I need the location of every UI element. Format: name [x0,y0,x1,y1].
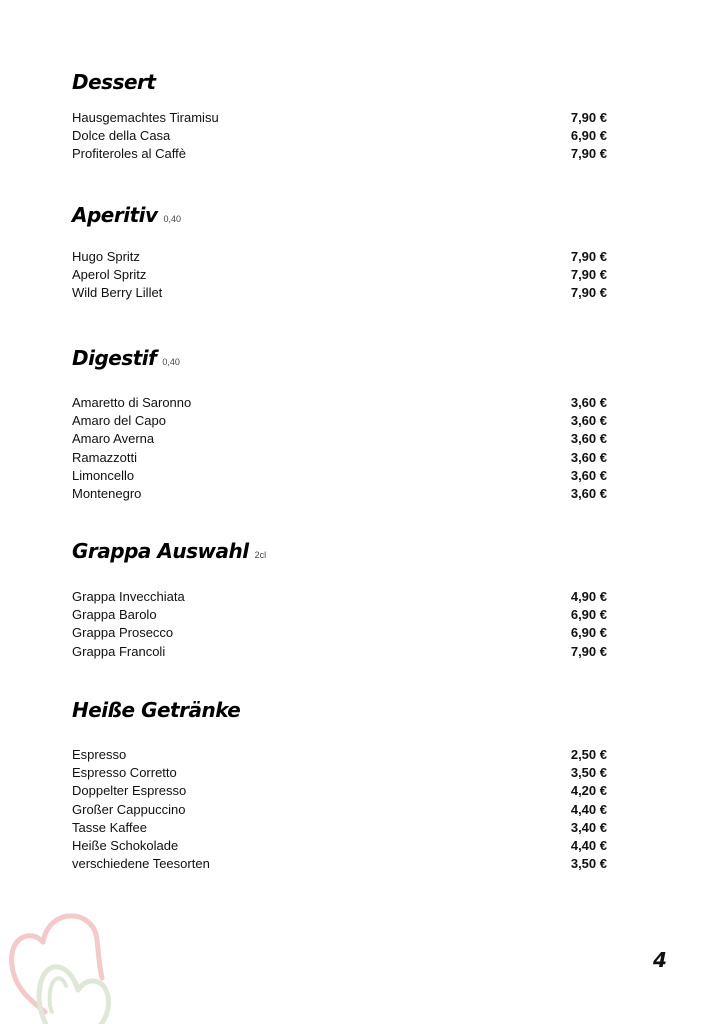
item-name: Amaro Averna [72,431,155,447]
section-title: Dessert [72,70,156,94]
section-heading [72,70,155,94]
item-name: Espresso [72,747,127,762]
item-price: 4,90 € [570,589,607,604]
item-name: Grappa Invecchiata [72,589,185,604]
item-name: Limoncello [72,467,135,483]
item-price: 3,60 € [570,413,607,429]
item-name: Aperol Spritz [72,267,147,283]
section-size-note: 0,40 [163,214,182,224]
menu-item [72,145,607,163]
page-number: 4 [653,948,667,972]
section-title: Digestif [72,346,157,370]
item-list [72,588,607,661]
menu-item [72,782,607,800]
item-price: 3,50 € [570,765,607,781]
item-name: verschiedene Teesorten [72,856,210,872]
menu-item [72,449,607,467]
section-heading [72,698,240,722]
item-list [72,109,607,164]
item-price: 3,60 € [570,431,607,447]
item-name: Espresso Corretto [72,765,177,781]
menu-item [72,109,607,127]
section-title: Aperitiv [72,203,158,227]
menu-item [72,764,607,782]
item-price: 3,60 € [570,395,607,410]
menu-item [72,485,607,503]
item-price: 7,90 € [570,146,607,162]
section-title: Heiße Getränke [72,698,241,722]
item-price: 6,90 € [570,128,607,144]
section-title: Grappa Auswahl [72,539,249,563]
item-price: 6,90 € [570,625,607,641]
menu-item [72,624,607,642]
item-name: Grappa Prosecco [72,625,174,641]
menu-item [72,801,607,819]
menu-item [72,284,607,302]
hearts-icon [0,900,160,1024]
item-name: Dolce della Casa [72,128,171,144]
item-name: Grappa Barolo [72,607,157,623]
item-price: 7,90 € [570,285,607,301]
item-name: Profiteroles al Caffè [72,146,186,162]
item-price: 4,40 € [570,837,607,853]
item-price: 3,60 € [570,485,607,501]
section-heading [72,539,266,563]
item-name: Amaro del Capo [72,413,166,429]
item-price: 7,90 € [570,643,607,659]
section-size-note: 2cl [254,550,267,560]
item-price: 3,40 € [570,819,607,835]
menu-item [72,467,607,485]
item-name: Heiße Schokolade [72,837,179,853]
item-price: 7,90 € [570,110,607,125]
menu-item [72,643,607,661]
item-name: Wild Berry Lillet [72,285,163,301]
menu-item [72,266,607,284]
item-list [72,746,607,873]
menu-item [72,606,607,624]
item-price: 3,60 € [570,449,607,465]
item-name: Amaretto di Saronno [72,395,192,410]
item-name: Grappa Francoli [72,643,166,659]
item-list [72,248,607,303]
item-price: 4,20 € [570,783,607,799]
menu-item [72,588,607,606]
menu-item [72,127,607,145]
item-list [72,394,607,503]
item-price: 6,90 € [570,607,607,623]
item-price: 2,50 € [570,747,607,762]
item-price: 7,90 € [570,249,607,264]
menu-item [72,248,607,266]
item-price: 3,60 € [570,467,607,483]
section-heading [72,346,180,370]
item-name: Tasse Kaffee [72,819,147,835]
item-name: Hugo Spritz [72,249,140,264]
menu-item [72,837,607,855]
item-name: Hausgemachtes Tiramisu [72,110,219,125]
item-name: Montenegro [72,485,142,501]
menu-item [72,394,607,412]
section-size-note: 0,40 [162,357,180,367]
item-name: Großer Cappuccino [72,801,186,817]
item-name: Ramazzotti [72,449,138,465]
menu-item [72,819,607,837]
section-heading [72,203,181,227]
item-price: 4,40 € [570,801,607,817]
menu-item [72,430,607,448]
menu-item [72,746,607,764]
menu-item [72,412,607,430]
item-name: Doppelter Espresso [72,783,187,799]
item-price: 7,90 € [570,267,607,283]
item-price: 3,50 € [570,856,607,872]
menu-item [72,855,607,873]
